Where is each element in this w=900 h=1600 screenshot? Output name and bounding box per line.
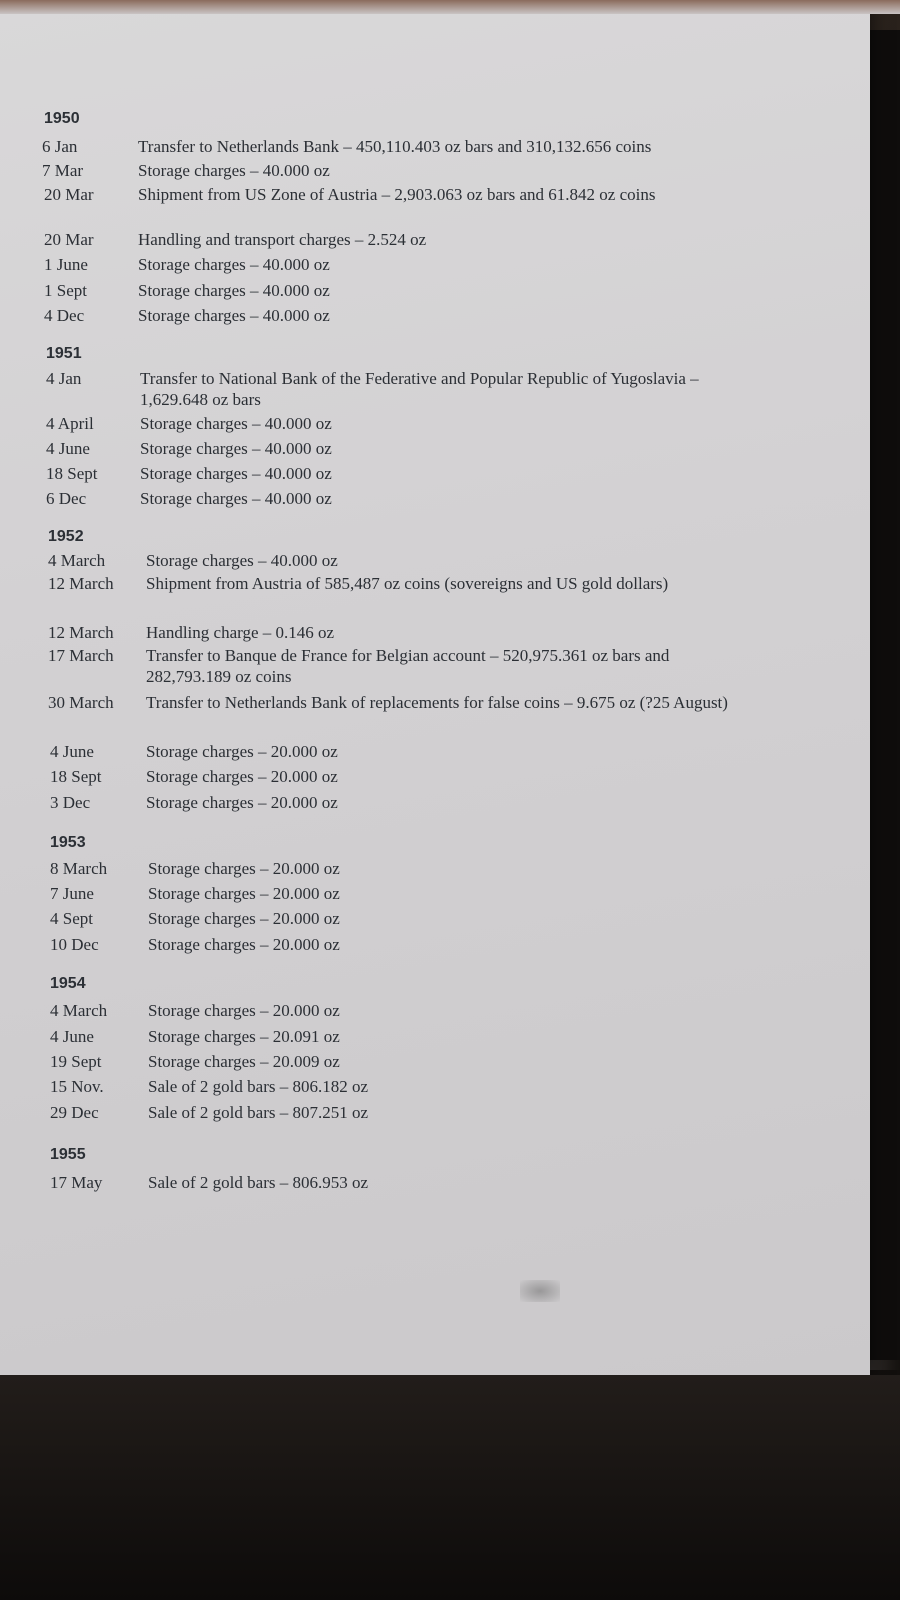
entry-description: Storage charges – 40.000 oz bbox=[140, 439, 332, 458]
entry-description: Transfer to Netherlands Bank – 450,110.403 oz bars and 310,132.656 coins bbox=[138, 137, 652, 156]
year-heading: 1952 bbox=[48, 528, 84, 545]
entry-date: 10 Dec bbox=[50, 935, 99, 954]
entry-description: Storage charges – 20.091 oz bbox=[148, 1027, 340, 1046]
bottom-table-area bbox=[0, 1375, 900, 1600]
entry-date: 12 March bbox=[48, 623, 114, 642]
entry-description: Sale of 2 gold bars – 807.251 oz bbox=[148, 1103, 369, 1122]
entry-description: Storage charges – 40.000 oz bbox=[140, 489, 332, 508]
entry-date: 6 Jan bbox=[42, 137, 78, 156]
entry-description: Shipment from Austria of 585,487 oz coins (sovereigns and US gold dollars) bbox=[146, 574, 669, 593]
ledger-entry bbox=[46, 368, 860, 412]
ledger-entry bbox=[50, 1026, 860, 1048]
entry-date: 17 March bbox=[48, 646, 114, 665]
entry-description: Storage charges – 20.000 oz bbox=[146, 793, 338, 812]
ledger-entry bbox=[50, 883, 860, 905]
entry-description: Transfer to National Bank of the Federative and Popular Republic of Yugoslavia – 1,629.648 oz bars bbox=[140, 369, 699, 409]
ledger-entry bbox=[50, 1076, 860, 1098]
entry-description: Storage charges – 40.000 oz bbox=[140, 414, 332, 433]
ledger-entry bbox=[42, 136, 860, 158]
entry-description: Storage charges – 40.000 oz bbox=[138, 281, 330, 300]
entry-date: 6 Dec bbox=[46, 489, 87, 508]
entry-date: 4 Sept bbox=[50, 909, 93, 928]
entry-date: 4 Dec bbox=[44, 306, 85, 325]
entry-description: Storage charges – 20.000 oz bbox=[148, 909, 340, 928]
entry-date: 1 June bbox=[44, 255, 88, 274]
ledger-entry bbox=[50, 1102, 860, 1124]
ledger-entry bbox=[44, 184, 860, 228]
entry-description: Storage charges – 20.000 oz bbox=[148, 859, 340, 878]
ledger-entry bbox=[50, 792, 860, 814]
ledger-entry bbox=[44, 254, 860, 276]
entry-description: Transfer to Netherlands Bank of replacements for false coins – 9.675 oz (?25 August) bbox=[146, 693, 728, 712]
entry-date: 8 March bbox=[50, 859, 108, 878]
ledger-entry bbox=[50, 1000, 860, 1022]
ledger-entry bbox=[44, 280, 860, 302]
entry-description: Storage charges – 40.000 oz bbox=[138, 306, 330, 325]
ledger-entry bbox=[48, 645, 860, 689]
entry-description: Storage charges – 20.000 oz bbox=[148, 1001, 340, 1020]
entry-description: Handling and transport charges – 2.524 oz bbox=[138, 230, 427, 249]
entry-description: Storage charges – 20.009 oz bbox=[148, 1052, 340, 1071]
ledger-entry bbox=[50, 1051, 860, 1073]
entry-description: Storage charges – 40.000 oz bbox=[146, 551, 338, 570]
ledger-entry bbox=[46, 488, 860, 510]
ledger-entry bbox=[50, 1172, 860, 1194]
ledger-entry bbox=[50, 766, 860, 788]
entry-date: 15 Nov. bbox=[50, 1077, 104, 1096]
ledger-entry bbox=[48, 550, 860, 572]
entry-description: Handling charge – 0.146 oz bbox=[146, 623, 335, 642]
ledger-entry bbox=[50, 858, 860, 880]
year-heading: 1950 bbox=[44, 110, 80, 127]
entry-description: Transfer to Banque de France for Belgian account – 520,975.361 oz bars and 282,793.189 oz coins bbox=[146, 646, 670, 686]
entry-date: 4 June bbox=[50, 742, 94, 761]
ledger-entry bbox=[46, 438, 860, 460]
year-heading: 1953 bbox=[50, 834, 86, 851]
ledger-entry bbox=[46, 413, 860, 435]
entry-date: 4 April bbox=[46, 414, 94, 433]
entry-date: 20 Mar bbox=[44, 185, 94, 204]
entry-description: Storage charges – 40.000 oz bbox=[138, 161, 330, 180]
entry-date: 18 Sept bbox=[46, 464, 98, 483]
entry-date: 18 Sept bbox=[50, 767, 102, 786]
ledger-entry bbox=[44, 305, 860, 327]
entry-date: 19 Sept bbox=[50, 1052, 102, 1071]
ledger-entry bbox=[48, 573, 860, 617]
entry-description: Storage charges – 20.000 oz bbox=[148, 935, 340, 954]
entry-description: Storage charges – 20.000 oz bbox=[146, 767, 338, 786]
ledger-entry bbox=[42, 160, 860, 182]
entry-date: 30 March bbox=[48, 693, 114, 712]
entry-date: 7 June bbox=[50, 884, 94, 903]
entry-description: Sale of 2 gold bars – 806.953 oz bbox=[148, 1173, 369, 1192]
entry-date: 4 March bbox=[50, 1001, 108, 1020]
ledger-entry bbox=[48, 622, 860, 644]
entry-date: 7 Mar bbox=[42, 161, 84, 180]
ledger-entry bbox=[44, 229, 860, 251]
ledger-entry bbox=[50, 741, 860, 763]
entry-description: Shipment from US Zone of Austria – 2,903.063 oz bars and 61.842 oz coins bbox=[138, 185, 656, 204]
entry-description: Storage charges – 40.000 oz bbox=[138, 255, 330, 274]
ledger-entry bbox=[48, 692, 860, 736]
year-heading: 1951 bbox=[46, 345, 82, 362]
entry-date: 29 Dec bbox=[50, 1103, 99, 1122]
entry-description: Storage charges – 20.000 oz bbox=[146, 742, 338, 761]
entry-description: Storage charges – 20.000 oz bbox=[148, 884, 340, 903]
entry-date: 4 June bbox=[50, 1027, 94, 1046]
ledger-entry bbox=[50, 934, 860, 956]
ledger-entry bbox=[46, 463, 860, 485]
entry-description: Sale of 2 gold bars – 806.182 oz bbox=[148, 1077, 369, 1096]
year-heading: 1954 bbox=[50, 975, 86, 992]
entry-date: 17 May bbox=[50, 1173, 103, 1192]
entry-date: 4 March bbox=[48, 551, 106, 570]
entry-date: 3 Dec bbox=[50, 793, 91, 812]
entry-date: 12 March bbox=[48, 574, 114, 593]
year-heading: 1955 bbox=[50, 1146, 86, 1163]
entry-date: 4 Jan bbox=[46, 369, 82, 388]
ledger-entry bbox=[50, 908, 860, 930]
entry-date: 20 Mar bbox=[44, 230, 94, 249]
entry-date: 1 Sept bbox=[44, 281, 87, 300]
entry-date: 4 June bbox=[46, 439, 90, 458]
entry-description: Storage charges – 40.000 oz bbox=[140, 464, 332, 483]
